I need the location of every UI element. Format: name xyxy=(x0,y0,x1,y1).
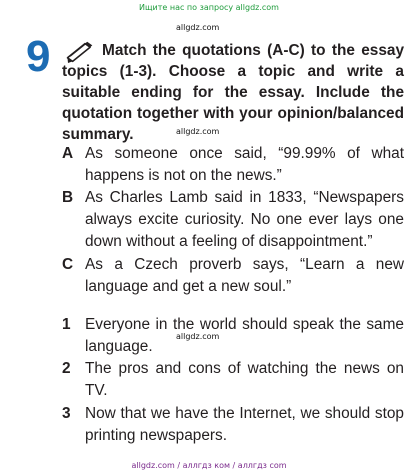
watermark-top: Ищите нас по запросу allgdz.com xyxy=(139,3,279,12)
watermark-site: allgdz.com xyxy=(176,23,220,32)
topic-number: 3 xyxy=(62,405,71,422)
topic-1 xyxy=(62,314,404,358)
topic-text: The pros and cons of watching the news on TV. xyxy=(85,360,404,399)
topic-number: 2 xyxy=(62,360,71,377)
quotation-letter: A xyxy=(62,145,74,162)
quotation-text: As someone once said, “99.99% of what happens is not on the news.” xyxy=(85,145,404,184)
quotation-text: As Charles Lamb said in 1833, “Newspapers always excite curiosity. No one ever lays one down without a feeling of disappointment.” xyxy=(85,189,404,250)
topic-text: Now that we have the Internet, we should stop printing newspapers. xyxy=(85,405,404,444)
watermark-site: allgdz.com xyxy=(176,332,220,341)
quotation-c xyxy=(62,254,404,298)
exercise-instruction: Match the quotations (A-C) to the essay topics (1-3). Choose a topic and write a suitable ending for the essay. Include the quotation together with your opinion/balanced summary. xyxy=(62,42,404,143)
watermark-bottom: allgdz.com / аллгдз ком / аллгдз com xyxy=(131,461,287,470)
quotation-a xyxy=(62,143,404,187)
watermark-site: allgdz.com xyxy=(176,127,220,136)
quotation-b xyxy=(62,187,404,253)
topic-2 xyxy=(62,358,404,402)
topic-number: 1 xyxy=(62,316,71,333)
exercise-number: 9 xyxy=(26,32,51,81)
quotation-text: As a Czech proverb says, “Learn a new language and get a new soul.” xyxy=(85,256,404,295)
topic-3 xyxy=(62,403,404,447)
quotation-letter: B xyxy=(62,189,74,206)
topic-text: Everyone in the world should speak the same language. xyxy=(85,316,404,355)
quotation-letter: C xyxy=(62,256,74,273)
